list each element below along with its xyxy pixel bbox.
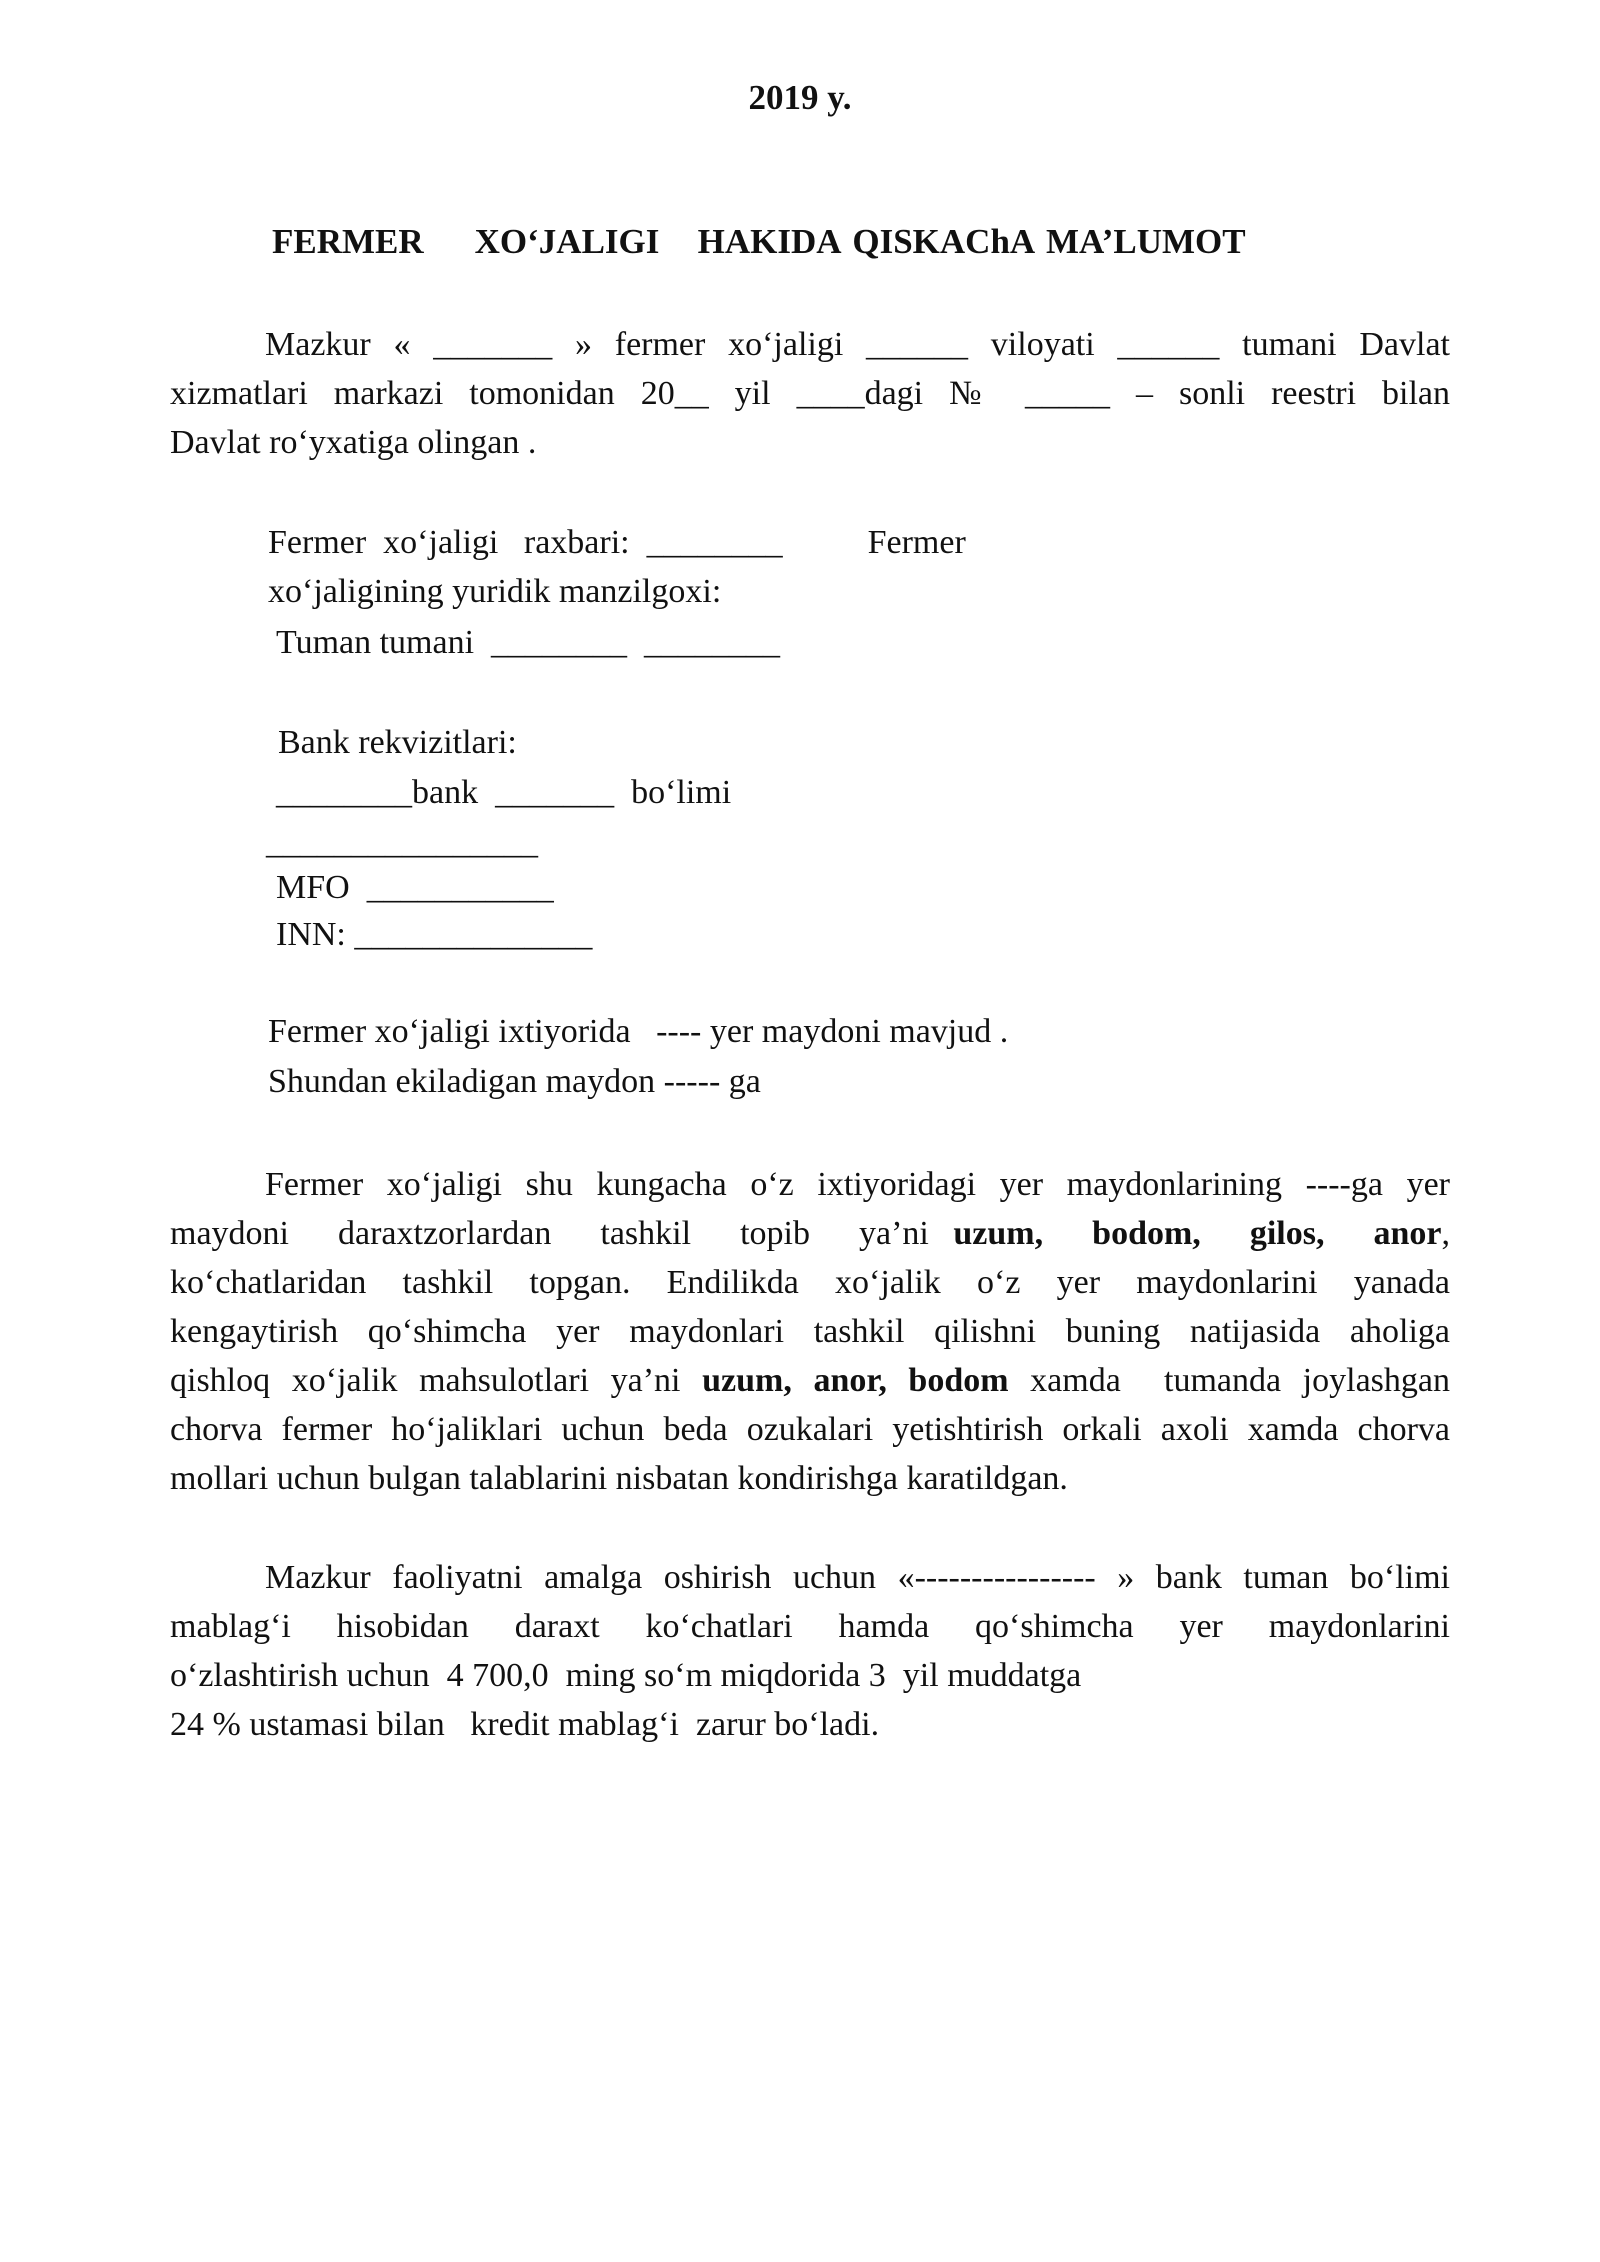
- activity-line-1: Fermer xo‘jaligi shu kungacha o‘z ixtiyoridagi yer maydonlarining ----ga yer: [265, 1166, 1450, 1203]
- credit-line-2: mablag‘i hisobidan daraxt ko‘chatlari hamda qo‘shimcha yer maydonlarini: [170, 1608, 1450, 1645]
- activity-line-7: mollari uchun bulgan talablarini nisbatan kondirishga karatildgan.: [170, 1460, 1068, 1497]
- bank-branch-line: ________bank _______ bo‘limi: [276, 774, 732, 811]
- crop-list-bold: uzum, bodom, gilos, anor: [953, 1215, 1442, 1252]
- activity-line-5: qishloq xo‘jalik mahsulotlari ya’ni uzum, anor, bodom xamda tumanda joylashgan: [170, 1362, 1450, 1399]
- farm-head-line: Fermer xo‘jaligi raxbari: ________ Fermer: [268, 524, 966, 561]
- bank-requisites-label: Bank rekvizitlari:: [278, 724, 517, 761]
- bank-mfo: MFO ___________: [276, 869, 554, 906]
- intro-line-2: xizmatlari markazi tomonidan 20__ yil ____dagi № _____ – sonli reestri bilan: [170, 375, 1450, 412]
- document-title: FERMER XO‘JALIGI HAKIDA QISKAChA MA’LUMOT: [272, 222, 1246, 261]
- credit-line-1: Mazkur faoliyatni amalga oshirish uchun «---------------- » bank tuman bo‘limi: [265, 1559, 1450, 1596]
- activity-paragraph: [170, 1160, 1450, 1503]
- credit-line-3: o‘zlashtirish uchun 4 700,0 ming so‘m miqdorida 3 yil muddatga: [170, 1657, 1082, 1694]
- credit-line-4: 24 % ustamasi bilan kredit mablag‘i zarur bo‘ladi.: [170, 1706, 880, 1743]
- document-year: 2019 y.: [748, 78, 852, 117]
- activity-line-3: ko‘chatlaridan tashkil topgan. Endilikda xo‘jalik o‘z yer maydonlarini yanada: [170, 1264, 1450, 1301]
- intro-line-1: Mazkur « _______ » fermer xo‘jaligi ______ viloyati ______ tumani Davlat: [265, 326, 1450, 363]
- land-available-line: Fermer xo‘jaligi ixtiyorida ---- yer maydoni mavjud .: [268, 1013, 1009, 1050]
- bank-inn: INN: ______________: [276, 916, 593, 953]
- activity-line-4: kengaytirish qo‘shimcha yer maydonlari tashkil qilishni buning natijasida aholiga: [170, 1313, 1450, 1350]
- activity-line-6: chorva fermer ho‘jaliklari uchun beda ozukalari yetishtirish orkali axoli xamda chorva: [170, 1411, 1450, 1448]
- intro-line-3: Davlat ro‘yxatiga olingan .: [170, 424, 537, 461]
- farm-address-label: xo‘jaligining yuridik manzilgoxi:: [268, 573, 722, 610]
- intro-paragraph: [170, 320, 1450, 467]
- land-sown-line: Shundan ekiladigan maydon ----- ga: [268, 1063, 761, 1100]
- farm-district-line: Tuman tumani ________ ________: [276, 624, 781, 661]
- activity-line-2: maydoni daraxtzorlardan tashkil topib ya’ni uzum, bodom, gilos, anor,: [170, 1215, 1450, 1252]
- products-bold: uzum, anor, bodom: [702, 1362, 1009, 1399]
- credit-paragraph: [170, 1553, 1450, 1749]
- bank-blank-line: ________________: [266, 824, 538, 861]
